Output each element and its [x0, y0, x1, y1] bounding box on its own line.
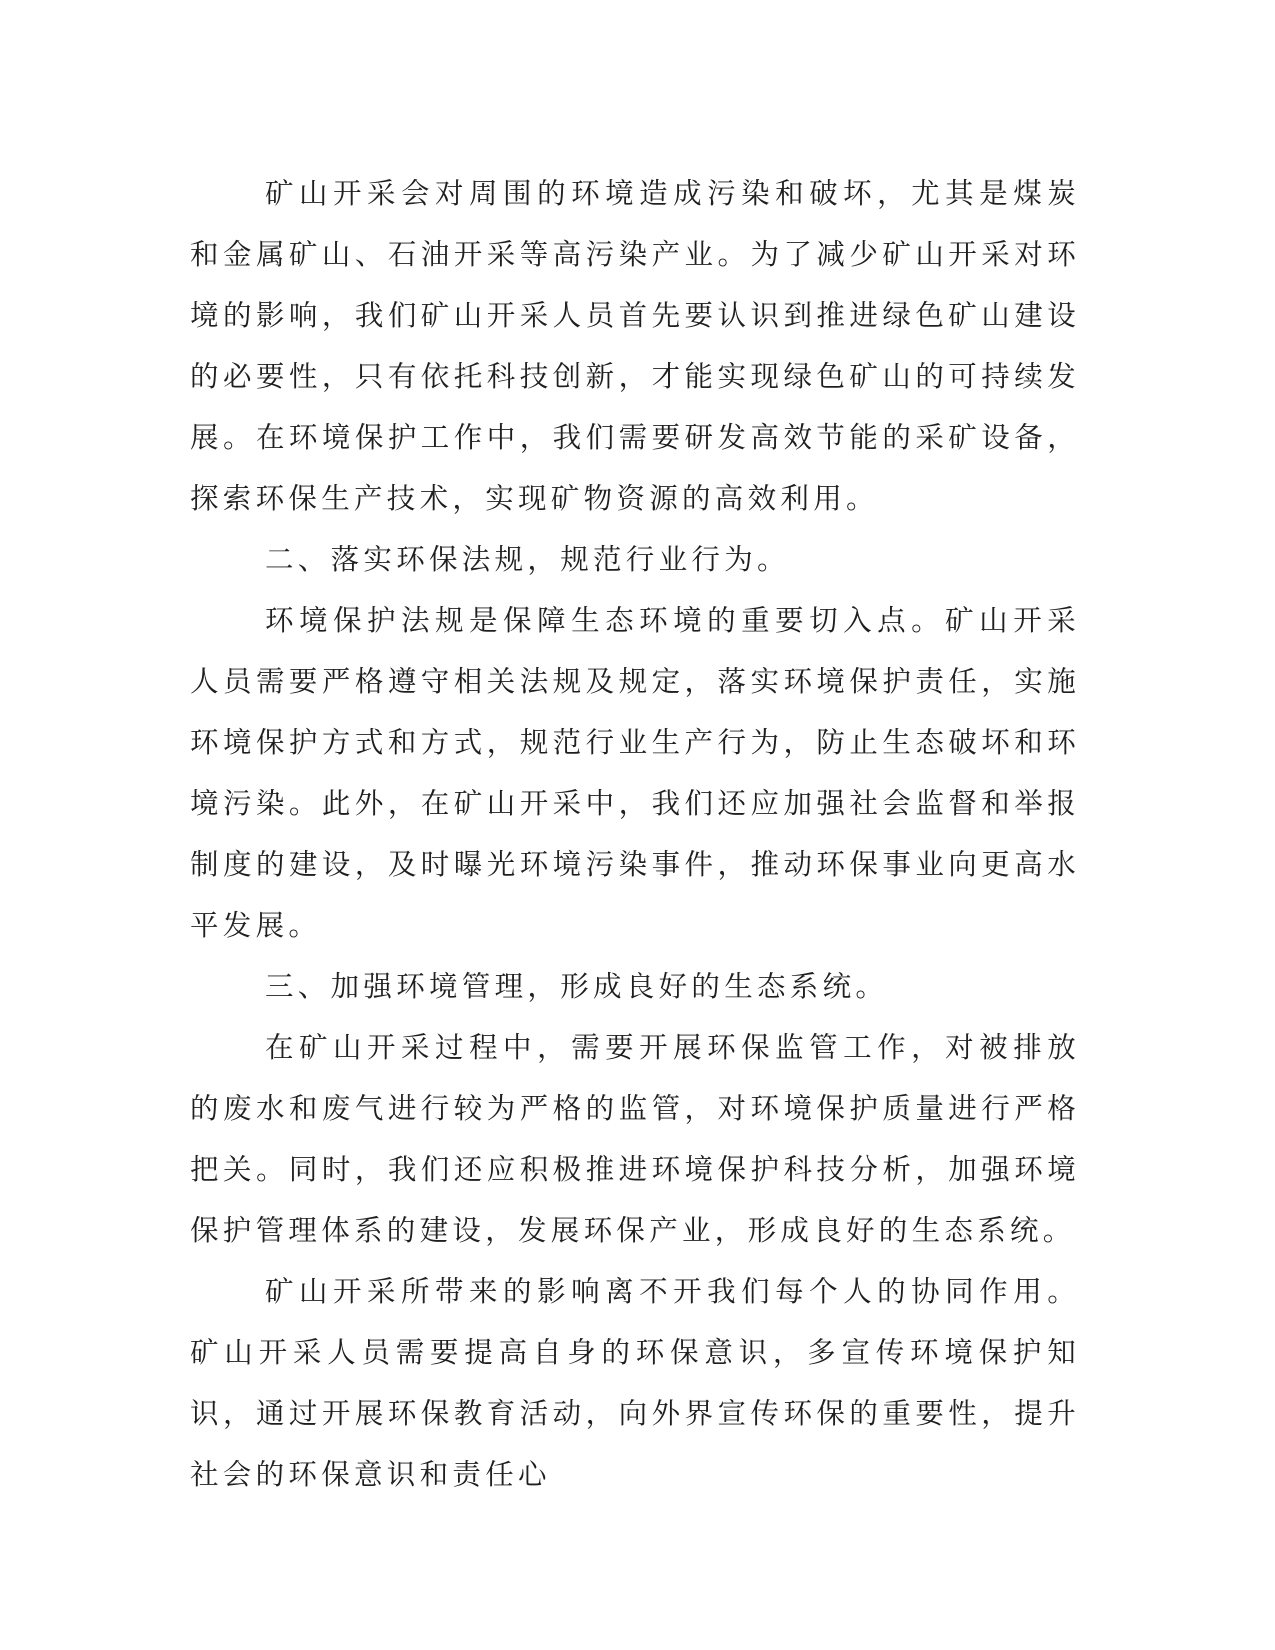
- paragraph-cooperation: 矿山开采所带来的影响离不开我们每个人的协同作用。矿山开采人员需要提高自身的环保意识，多宣传环境保护知识，通过开展环保教育活动，向外界宣传环保的重要性，提升社会的环保意识和责任心: [190, 1275, 1080, 1491]
- paragraph-management: 在矿山开采过程中，需要开展环保监管工作，对被排放的废水和废气进行较为严格的监管，对环境保护质量进行严格把关。同时，我们还应积极推进环境保护科技分析，加强环境保护管理体系的建设，发展环保产业，形成良好的生态系统。: [190, 1031, 1080, 1247]
- section-heading-2: 二、落实环保法规，规范行业行为。: [265, 543, 790, 576]
- document-body: [190, 163, 1080, 1505]
- section-heading-3: 三、加强环境管理，形成良好的生态系统。: [265, 970, 889, 1003]
- paragraph-intro: 矿山开采会对周围的环境造成污染和破坏，尤其是煤炭和金属矿山、石油开采等高污染产业。为了减少矿山开采对环境的影响，我们矿山开采人员首先要认识到推进绿色矿山建设的必要性，只有依托科技创新，才能实现绿色矿山的可持续发展。在环境保护工作中，我们需要研发高效节能的采矿设备，探索环保生产技术，实现矿物资源的高效利用。: [190, 177, 1080, 515]
- paragraph-regulations: 环境保护法规是保障生态环境的重要切入点。矿山开采人员需要严格遵守相关法规及规定，落实环境保护责任，实施环境保护方式和方式，规范行业生产行为，防止生态破坏和环境污染。此外，在矿山开采中，我们还应加强社会监督和举报制度的建设，及时曝光环境污染事件，推动环保事业向更高水平发展。: [190, 604, 1080, 942]
